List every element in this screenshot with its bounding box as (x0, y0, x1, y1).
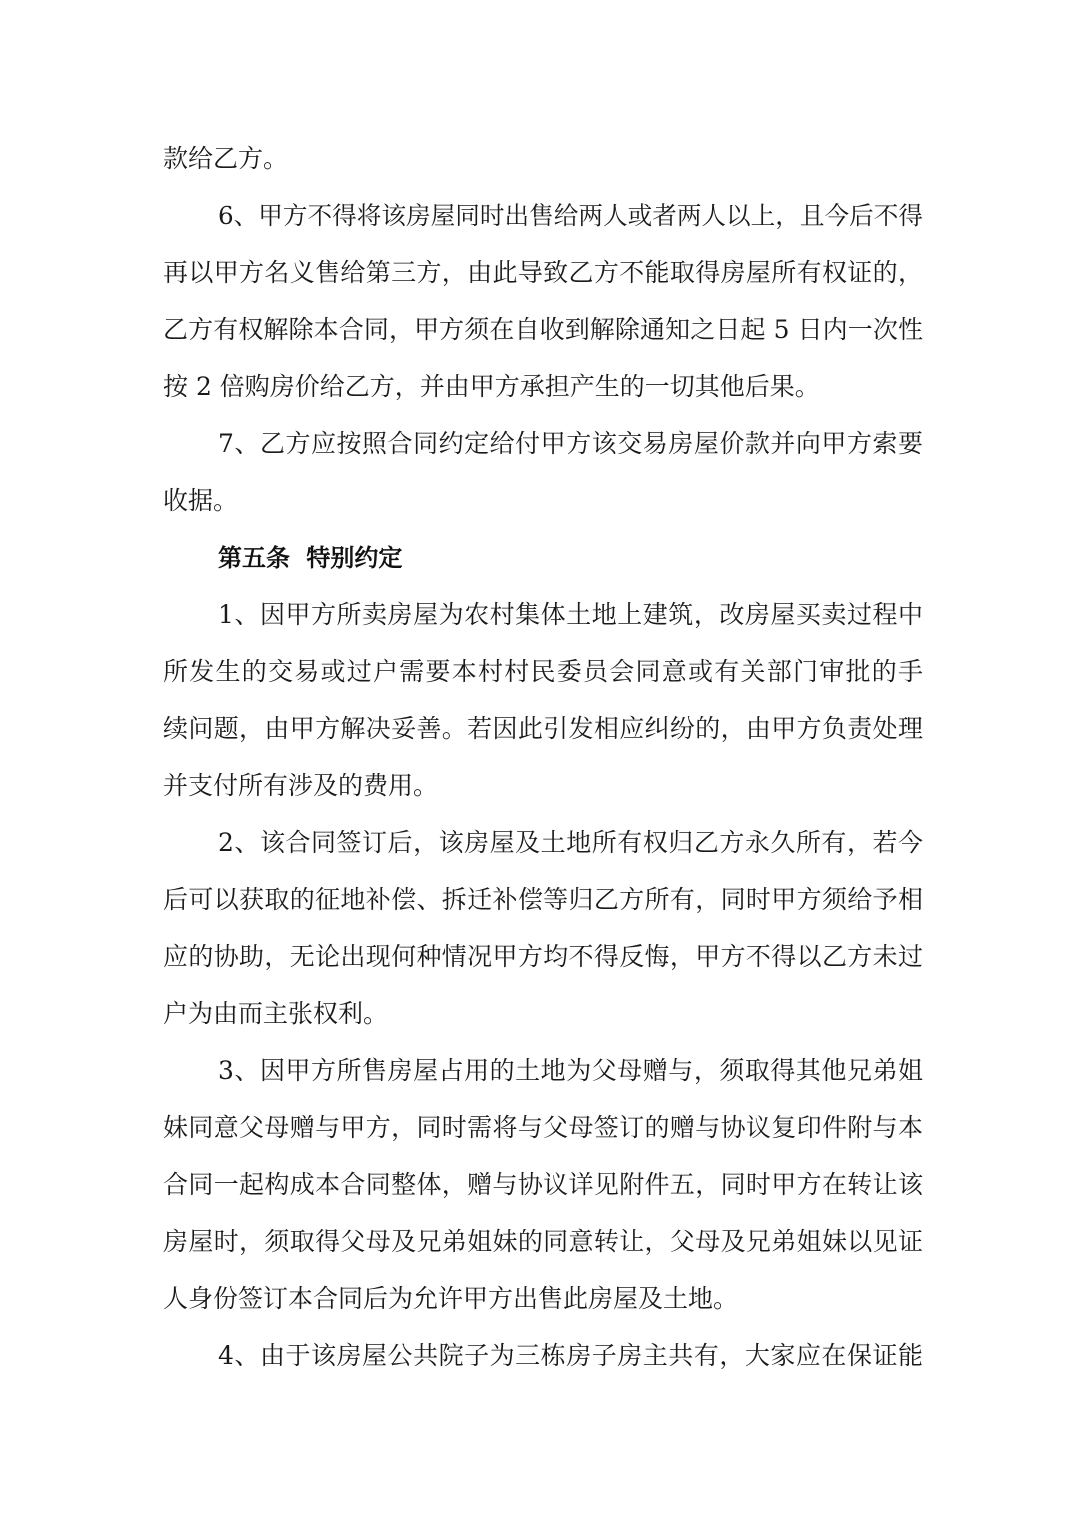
text-line: 款给乙方。 (163, 144, 289, 173)
text-line: 房屋时，须取得父母及兄弟姐妹的同意转让，父母及兄弟姐妹以见证 (163, 1227, 923, 1256)
text-line: 所发生的交易或过户需要本村村民委员会同意或有关部门审批的手 (163, 657, 923, 686)
text-line: 应的协助，无论出现何种情况甲方均不得反悔，甲方不得以乙方未过 (163, 942, 923, 971)
text-line: 按 2 倍购房价给乙方，并由甲方承担产生的一切其他后果。 (163, 372, 820, 401)
special-clause-3-line: 3、因甲方所售房屋占用的土地为父母赠与，须取得其他兄弟姐 (218, 1056, 923, 1085)
text-line: 再以甲方名义售给第三方，由此导致乙方不能取得房屋所有权证的， (163, 258, 923, 287)
text-line: 续问题，由甲方解决妥善。若因此引发相应纠纷的，由甲方负责处理 (163, 714, 923, 743)
clause-7-line: 7、乙方应按照合同约定给付甲方该交易房屋价款并向甲方索要 (218, 429, 923, 458)
text-line: 乙方有权解除本合同，甲方须在自收到解除通知之日起 5 日内一次性 (163, 315, 923, 344)
text-line: 收据。 (163, 486, 239, 515)
special-clause-1-line: 1、因甲方所卖房屋为农村集体土地上建筑，改房屋买卖过程中 (218, 600, 923, 629)
text-line: 合同一起构成本合同整体，赠与协议详见附件五，同时甲方在转让该 (163, 1170, 923, 1199)
section-heading: 第五条 特别约定 (218, 544, 403, 572)
special-clause-4-line: 4、由于该房屋公共院子为三栋房子房主共有，大家应在保证能 (218, 1341, 923, 1370)
text-line: 并支付所有涉及的费用。 (163, 771, 439, 800)
text-line: 妹同意父母赠与甲方，同时需将与父母签订的赠与协议复印件附与本 (163, 1113, 923, 1142)
clause-6-line: 6、甲方不得将该房屋同时出售给两人或者两人以上，且今后不得 (218, 201, 923, 230)
text-line: 户为由而主张权利。 (163, 999, 389, 1028)
special-clause-2-line: 2、该合同签订后，该房屋及土地所有权归乙方永久所有，若今 (218, 828, 923, 857)
text-line: 人身份签订本合同后为允许甲方出售此房屋及土地。 (163, 1284, 739, 1313)
text-line: 后可以获取的征地补偿、拆迁补偿等归乙方所有，同时甲方须给予相 (163, 885, 923, 914)
